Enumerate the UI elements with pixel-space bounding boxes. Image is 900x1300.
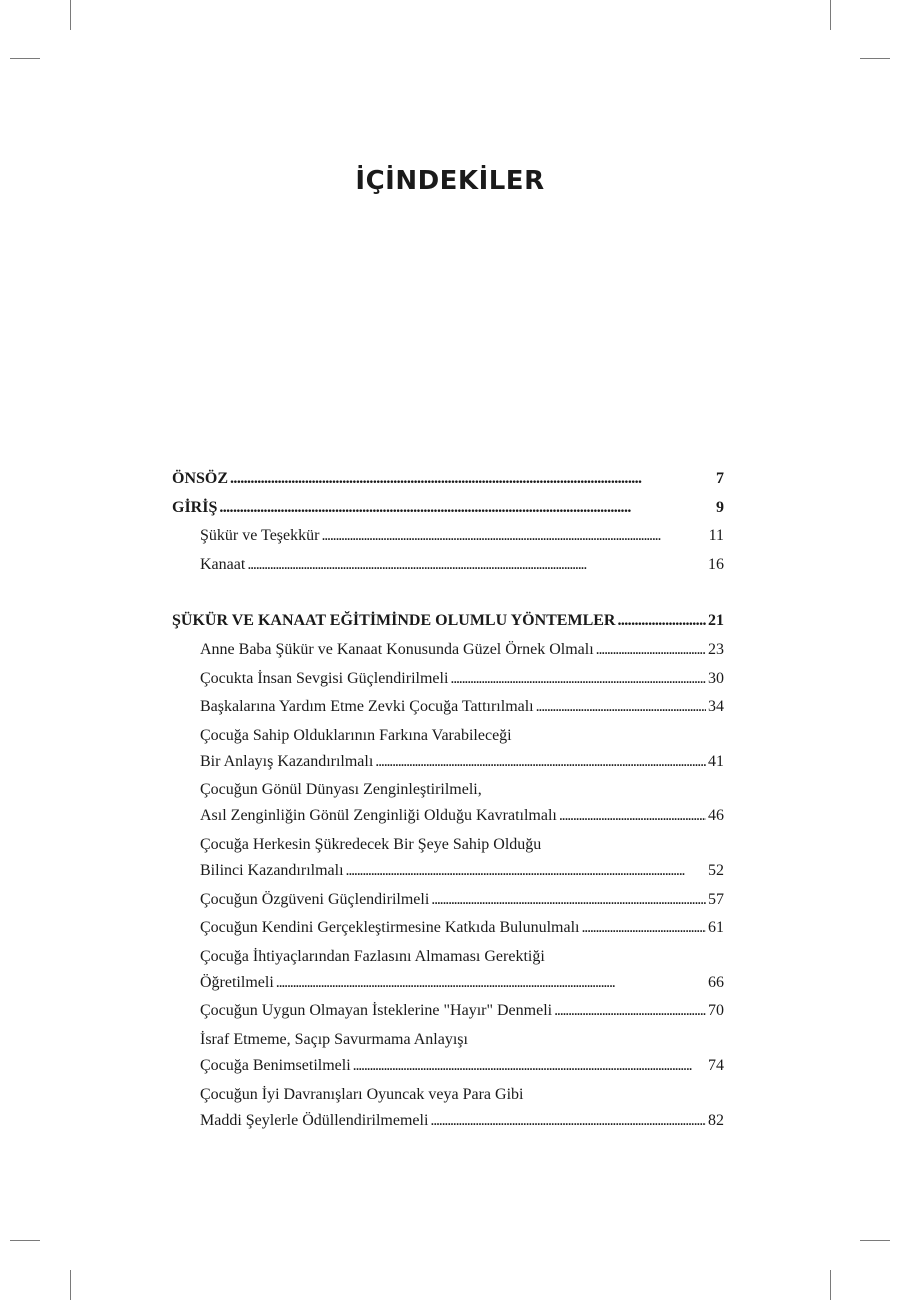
toc-leader-dots [375,753,706,771]
toc-entry-text: Çocuğa Sahip Olduklarının Farkına Varabileceği [200,726,512,744]
toc-entry [172,556,724,585]
toc-entry-text: Çocuğun Kendini Gerçekleştirmesine Katkıda Bulunulmalı [200,919,580,937]
toc-entry [172,807,724,836]
toc-entry-text: Çocuğun İyi Davranışları Oyuncak veya Para Gibi [200,1085,524,1103]
toc-entry-first-line [172,948,724,974]
page-title: İÇİNDEKİLER [355,166,545,196]
toc-entry-first-line [172,1086,724,1112]
toc-entry-page: 41 [708,752,724,770]
toc-leader-dots [559,807,706,825]
toc-entry-page: 46 [708,807,724,825]
toc-entry-first-line [172,727,724,753]
toc-entry [172,527,724,556]
toc-entry-page: 74 [708,1056,724,1074]
toc-entry-onsoz [172,470,724,499]
toc-entry-text: Kanaat [200,555,246,573]
toc-leader-dots [617,612,706,630]
toc-entry-text: Çocuğa Herkesin Şükredecek Bir Şeye Sahip Olduğu [200,835,542,853]
toc-entry-text: Çocuğun Özgüveni Güçlendirilmeli [200,890,430,908]
toc-leader-dots [247,556,706,574]
toc-entry-text: Bilinci Kazandırılmalı [200,861,344,879]
toc-entry-page: 57 [708,890,724,908]
toc-leader-dots [431,891,706,909]
toc-entry [172,1112,724,1141]
crop-mark-left-bottom [10,1240,40,1241]
toc-entry-first-line [172,781,724,807]
crop-mark-bottom-left [70,1270,71,1300]
toc-leader-dots [276,974,706,992]
toc-entry [172,1057,724,1086]
toc-entry-text: Bir Anlayış Kazandırılmalı [200,752,374,770]
toc-entry-page: 61 [708,919,724,937]
toc-entry-page: 21 [708,612,724,630]
toc-leader-dots [536,698,706,716]
toc-entry-text: Maddi Şeylerle Ödüllendirilmemeli [200,1111,429,1129]
toc-entry-text: İsraf Etmeme, Saçıp Savurmama Anlayışı [200,1030,468,1048]
toc-leader-dots [596,641,706,659]
toc-entry-text: ŞÜKÜR VE KANAAT EĞİTİMİNDE OLUMLU YÖNTEMLER [172,612,616,630]
toc-leader-dots [219,499,714,517]
toc-entry-text: Çocuğa İhtiyaçlarından Fazlasını Almaması Gerektiği [200,947,545,965]
toc-entry-text: Anne Baba Şükür ve Kanaat Konusunda Güzel Örnek Olmalı [200,640,594,658]
toc-entry-page: 11 [708,527,724,545]
toc-entry-giris [172,499,724,528]
toc-entry-text: Çocukta İnsan Sevgisi Güçlendirilmeli [200,669,449,687]
toc-entry-first-line [172,836,724,862]
toc-entry-text: Başkalarına Yardım Etme Zevki Çocuğa Tattırılmalı [200,698,534,716]
toc-leader-dots [581,919,706,937]
toc-entry-page: 7 [716,470,724,487]
toc-section-heading [172,612,724,641]
toc-entry-text: GİRİŞ [172,498,218,516]
toc-leader-dots [321,527,706,545]
toc-leader-dots [346,862,706,880]
toc-leader-dots [554,1002,706,1020]
toc-entry-page: 16 [708,555,724,573]
toc-entry-text: ÖNSÖZ [172,470,229,487]
toc-entry-text: Öğretilmeli [200,973,274,991]
toc-entry-page: 30 [708,669,724,687]
toc-entry [172,862,724,891]
toc-entry-text: Çocuğa Benimsetilmeli [200,1056,351,1074]
toc-entry-page: 52 [708,861,724,879]
toc-entry-first-line [172,1031,724,1057]
toc-entry [172,919,724,948]
toc-leader-dots [353,1057,706,1075]
toc-leader-dots [230,470,714,488]
crop-mark-left-top [10,58,40,59]
toc-leader-dots [450,670,706,688]
table-of-contents [172,470,724,1140]
toc-entry-text: Çocuğun Uygun Olmayan İsteklerine "Hayır" Denmeli [200,1002,553,1020]
toc-entry-page: 23 [708,640,724,658]
crop-mark-right-top [860,58,890,59]
crop-mark-top-right [830,0,831,30]
toc-leader-dots [430,1112,706,1130]
toc-entry-text: Çocuğun Gönül Dünyası Zenginleştirilmeli, [200,781,482,799]
toc-entry [172,641,724,670]
toc-entry [172,670,724,699]
toc-entry-page: 82 [708,1111,724,1129]
toc-entry-text: Asıl Zenginliğin Gönül Zenginliği Olduğu Kavratılmalı [200,807,557,825]
toc-entry-page: 34 [708,698,724,716]
crop-mark-right-bottom [860,1240,890,1241]
toc-entry-page: 70 [708,1002,724,1020]
toc-entry [172,1002,724,1031]
crop-mark-top-left [70,0,71,30]
crop-mark-bottom-right [830,1270,831,1300]
toc-entry-page: 66 [708,973,724,991]
toc-entry-text: Şükür ve Teşekkür [200,527,320,545]
toc-entry [172,753,724,782]
toc-entry-page: 9 [716,498,724,516]
toc-entry [172,891,724,920]
toc-entry [172,974,724,1003]
toc-entry [172,698,724,727]
